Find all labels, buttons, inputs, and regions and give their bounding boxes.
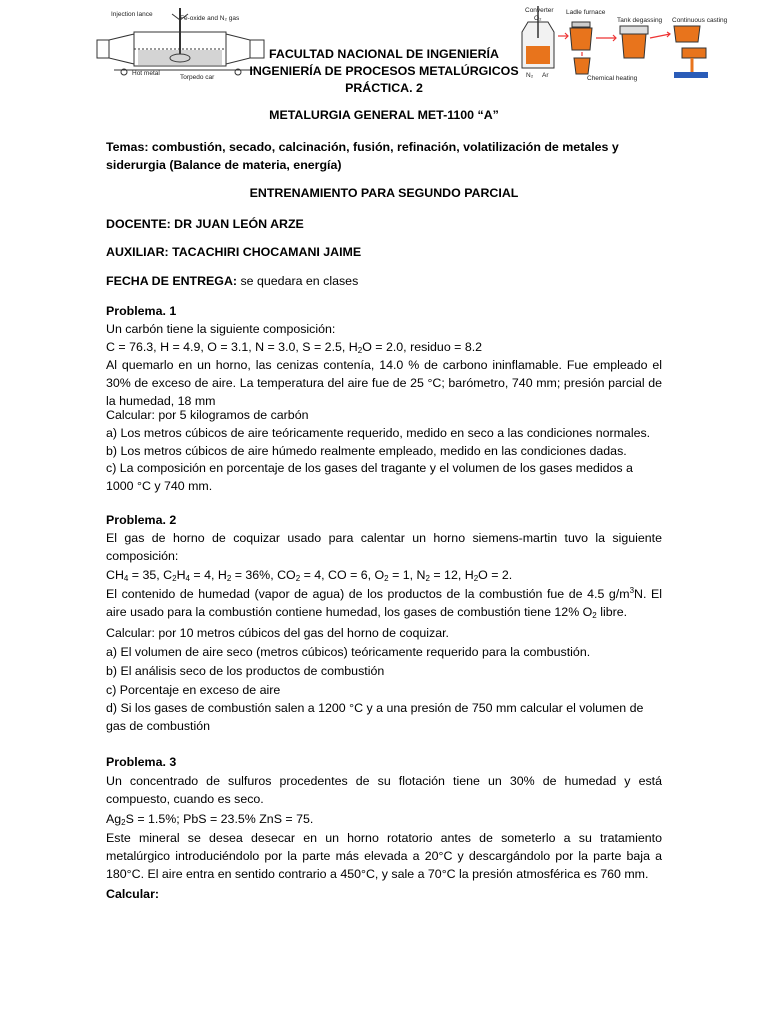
figure-label: Ar	[542, 72, 549, 79]
problem-3-title: Problema. 3	[106, 755, 177, 769]
problem-2-calc: Calcular: por 10 metros cúbicos del gas del horno de coquizar.	[106, 626, 449, 640]
problem-2-humidity: El contenido de humedad (vapor de agua) de los productos de la combustión fue de 4.5 $g/m^3N$. El aire usado para la combustión contiene humedad, los gases de combustión tiene 12% $O_2$ libre.	[106, 586, 662, 621]
figure-label: N₂	[526, 72, 534, 79]
topics: Temas: combustión, secado, calcinación, fusión, refinación, volatilización de metales y siderurgia (Balance de materia, energía)	[106, 140, 619, 173]
figure-label: Chemical heating	[587, 75, 638, 82]
problem-3-statement: Un concentrado de sulfuros procedentes de su flotación tiene un 30% de humedad y está compuesto, cuando es seco.	[106, 774, 662, 807]
problem-1-item-b: b) Los metros cúbicos de aire húmedo realmente empleado, medido en las condiciones dadas.	[106, 444, 627, 458]
problem-1-item-a: a) Los metros cúbicos de aire teóricamente requerido, medido en seco a las condiciones normales.	[106, 426, 651, 440]
problem-1-title: Problema. 1	[106, 304, 177, 318]
figure-label: Ladle furnace	[566, 9, 606, 16]
problem-3-calc: Calcular:	[106, 887, 160, 901]
figure-label: Injection lance	[111, 11, 153, 18]
problem-2-item-a: a) El volumen de aire seco (metros cúbicos) teóricamente requerido para la combustión.	[106, 645, 591, 659]
due-date	[106, 272, 662, 290]
due-date-value: se quedara en clases	[237, 274, 359, 288]
teacher: DOCENTE: DR JUAN LEÓN ARZE	[106, 217, 304, 231]
problem-2-statement: El gas de horno de coquizar usado para calentar un horno siemens-martin tuvo la siguiente composición:	[106, 531, 662, 564]
problem-2-title: Problema. 2	[106, 513, 177, 527]
problem-1-item-c: c) La composición en porcentaje de los gases del tragante y el volumen de los gases medidos a 1000 °C y 740 mm.	[106, 461, 633, 494]
assistant: AUXILIAR: TACACHIRI CHOCAMANI JAIME	[106, 245, 362, 259]
program-title: INGENIERÍA DE PROCESOS METALÚRGICOS	[249, 64, 519, 78]
training-title: ENTRENAMIENTO PARA SEGUNDO PARCIAL	[249, 186, 519, 200]
due-date-label: FECHA DE ENTREGA:	[106, 274, 238, 288]
figure-label: Hot metal	[132, 70, 160, 77]
problem-2-item-d: d) Si los gases de combustión salen a 1200 °C y a una presión de 750 mm calcular el volumen de gas de combustión	[106, 701, 644, 734]
practice-title: PRÁCTICA. 2	[345, 81, 423, 95]
problem-2-composition: $CH_4 = 35$, $C_2H_4 = 4$, $H_2 = 36\%$, $CO_2 = 4$, CO = 6, $O_2 = 1$, $N_2 = 12$, $H_2O = 2$.	[106, 568, 513, 583]
figure-label: O₂	[534, 15, 542, 22]
problem-2-item-c: c) Porcentaje en exceso de aire	[106, 683, 281, 697]
faculty-title: FACULTAD NACIONAL DE INGENIERÍA	[269, 47, 499, 61]
problem-1-composition: C = 76.3, H = 4.9, O = 3.1, N = 3.0, S = 2.5, $H_2O = 2.0$, residuo = 8.2	[106, 340, 483, 355]
figure-label: Continuous casting	[672, 17, 728, 24]
problem-3-composition: $Ag_2S = 1.5\%$; PbS = 23.5% ZnS = 75.	[106, 812, 314, 827]
problem-1-calc: Calcular: por 5 kilogramos de carbón	[106, 408, 309, 422]
figure-label: Torpedo car	[180, 74, 215, 81]
problem-1-intro: Un carbón tiene la siguiente composición:	[106, 322, 336, 336]
figure-label: Fe-oxide and N₂ gas	[180, 15, 240, 22]
problem-2-item-b: b) El análisis seco de los productos de combustión	[106, 664, 385, 678]
figure-label: Tank degassing	[617, 17, 663, 24]
figure-label: Converter	[525, 7, 554, 14]
course-title: METALURGIA GENERAL MET-1100 “A”	[269, 108, 499, 122]
problem-1-statement: Al quemarlo en un horno, las cenizas contenía, 14.0 % de carbono ininflamable. Fue empleado el 30% de exceso de aire. La temperatura del aire fue de 25 °C; barómetro, 740 mm; presión parcial de la humedad, 18 mm	[106, 358, 662, 409]
problem-3-process: Este mineral se desea desecar en un horno rotatorio antes de someterlo a su tratamiento metalúrgico introduciéndolo por la parte más elevada a 20°C y descargándolo por la parte baja a 180°C. El aire entra en sentido contrario a 450°C, y sale a 70°C la presión atmosférica es 760 mm.	[106, 831, 662, 882]
